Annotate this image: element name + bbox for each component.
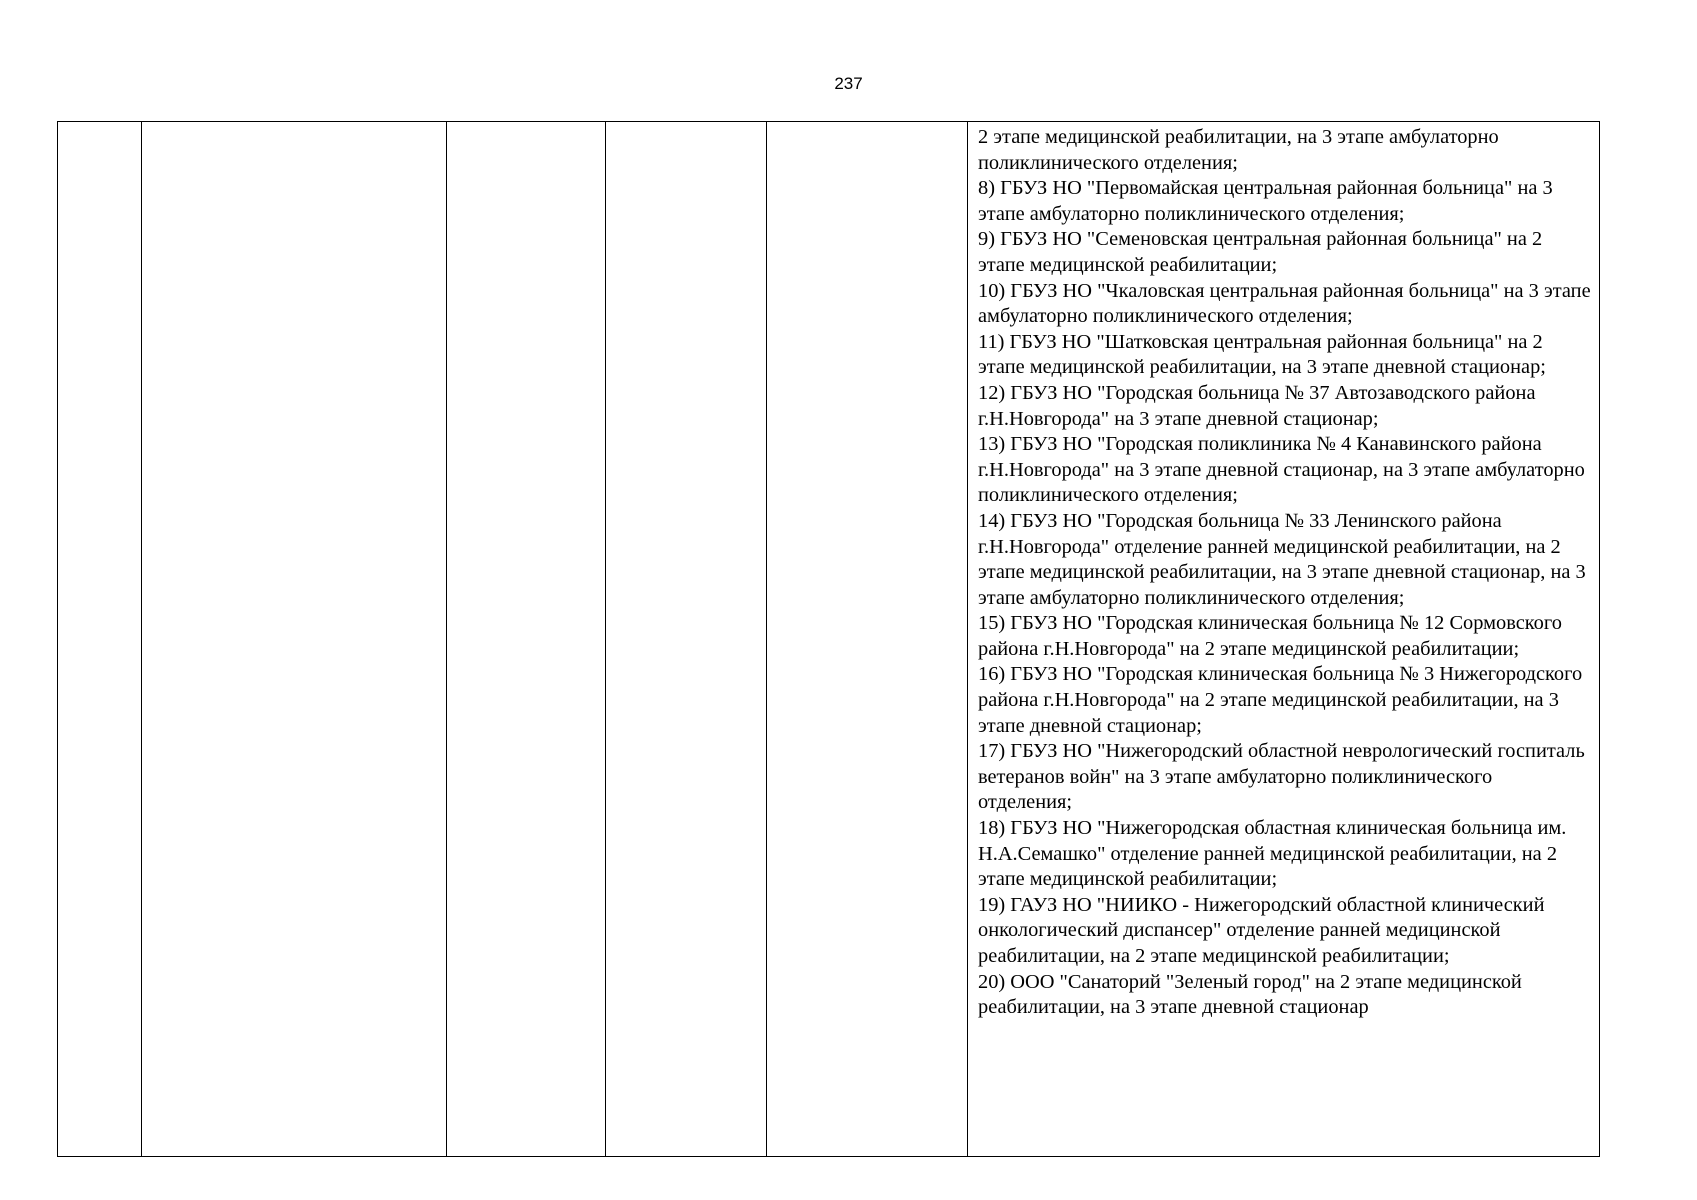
document-table	[57, 121, 1600, 1157]
table-cell-3	[447, 122, 606, 1157]
table-cell-2	[142, 122, 447, 1157]
list-item: 8) ГБУЗ НО "Первомайская центральная районная больница" на 3 этапе амбулаторно поликлинического отделения;	[978, 177, 1553, 225]
list-item: 13) ГБУЗ НО "Городская поликлиника № 4 Канавинского района г.Н.Новгорода" на 3 этапе дневной стационар, на 3 этапе амбулаторно поликлинического отделения;	[978, 433, 1585, 507]
list-item: 18) ГБУЗ НО "Нижегородская областная клиническая больница им. Н.А.Семашко" отделение ранней медицинской реабилитации, на 2 этапе медицинской реабилитации;	[978, 817, 1567, 891]
page-number: 237	[834, 74, 863, 93]
organizations-list-cell	[968, 122, 1600, 1157]
table-cell-5	[767, 122, 968, 1157]
list-item: 20) ООО "Санаторий "Зеленый город" на 2 этапе медицинской реабилитации, на 3 этапе дневной стационар	[978, 970, 1522, 1019]
list-item: 17) ГБУЗ НО "Нижегородский областной неврологический госпиталь ветеранов войн" на 3 этапе амбулаторно поликлинического отделения;	[978, 740, 1585, 814]
list-item: 14) ГБУЗ НО "Городская больница № 33 Ленинского района г.Н.Новгорода" отделение ранней медицинской реабилитации, на 2 этапе медицинской реабилитации, на 3 этапе дневной стационар, на 3 этапе амбулаторно поликлинического отделения;	[978, 509, 1586, 609]
list-item: 15) ГБУЗ НО "Городская клиническая больница № 12 Сормовского района г.Н.Новгорода" на 2 этапе медицинской реабилитации;	[978, 612, 1562, 660]
list-item: 19) ГАУЗ НО "НИИКО - Нижегородский областной клинический онкологический диспансер" отделение ранней медицинской реабилитации, на 2 этапе медицинской реабилитации;	[978, 893, 1545, 967]
list-item: 9) ГБУЗ НО "Семеновская центральная районная больница" на 2 этапе медицинской реабилитации;	[978, 228, 1543, 276]
list-item: 10) ГБУЗ НО "Чкаловская центральная районная больница" на 3 этапе амбулаторно поликлинического отделения;	[978, 279, 1591, 328]
list-item: 12) ГБУЗ НО "Городская больница № 37 Автозаводского района г.Н.Новгорода" на 3 этапе дневной стационар;	[978, 381, 1536, 430]
list-item: 16) ГБУЗ НО "Городская клиническая больница № 3 Нижегородского района г.Н.Новгорода" на 2 этапе медицинской реабилитации, на 3 этапе дневной стационар;	[978, 663, 1583, 737]
table-row	[58, 122, 1600, 1157]
list-item: 11) ГБУЗ НО "Шатковская центральная районная больница" на 2 этапе медицинской реабилитации, на 3 этапе дневной стационар;	[978, 330, 1546, 379]
table-cell-4	[606, 122, 767, 1157]
table-cell-1	[58, 122, 142, 1157]
list-item: 2 этапе медицинской реабилитации, на 3 этапе амбулаторно поликлинического отделения;	[978, 126, 1499, 174]
